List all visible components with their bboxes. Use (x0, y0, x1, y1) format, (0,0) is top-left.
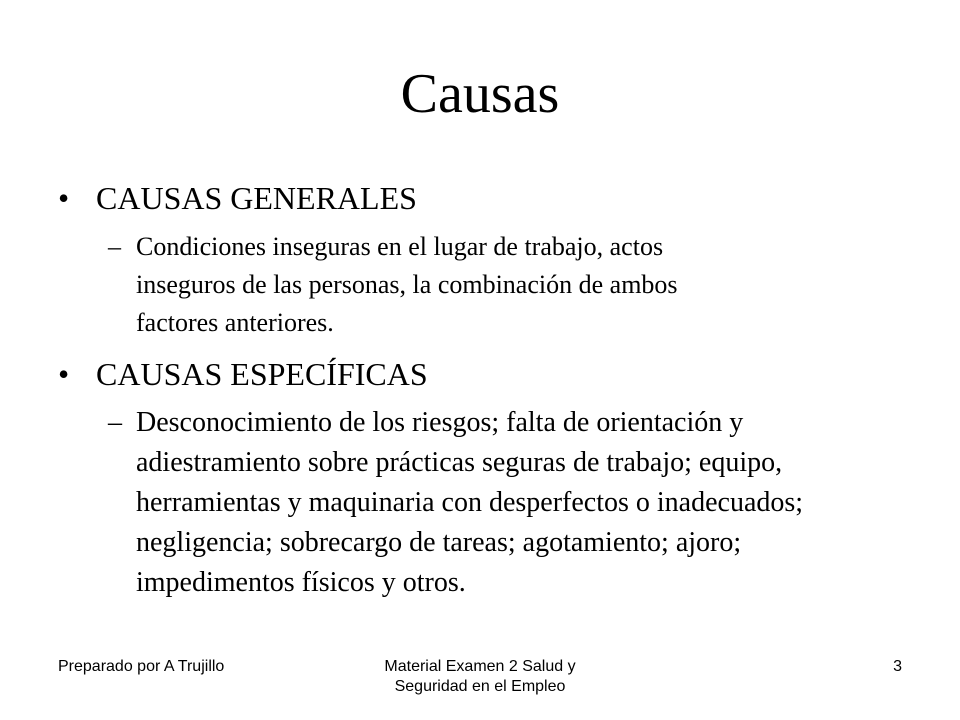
text-line: negligencia; sobrecargo de tareas; agotamiento; ajoro; (136, 527, 742, 558)
bullet-causas-especificas (58, 354, 428, 394)
sub-bullet-text (136, 403, 803, 603)
text-line: Desconocimiento de los riesgos; falta de orientación y (136, 407, 744, 438)
footer-course-title (330, 657, 630, 697)
bullet-causas-generales (58, 178, 417, 218)
text-line: Condiciones inseguras en el lugar de trabajo, actos (136, 232, 664, 261)
text-line: inseguros de las personas, la combinación de ambos (136, 270, 678, 299)
footer-course-line: Seguridad en el Empleo (394, 678, 566, 695)
text-line: adiestramiento sobre prácticas seguras de trabajo; equipo, (136, 447, 783, 478)
sub-bullet-marker: – (108, 232, 121, 261)
bullet-marker: • (58, 356, 70, 392)
slide-title: Causas (400, 63, 560, 125)
bullet-label: CAUSAS ESPECÍFICAS (96, 356, 428, 392)
text-line: factores anteriores. (136, 308, 334, 337)
bullet-label: CAUSAS GENERALES (96, 180, 417, 216)
footer-course-line: Material Examen 2 Salud y (384, 658, 576, 675)
bullet-marker: • (58, 180, 70, 216)
sub-bullet-text (136, 228, 678, 342)
text-line: impedimentos físicos y otros. (136, 567, 466, 598)
sub-bullet-marker: – (108, 407, 122, 438)
text-line: herramientas y maquinaria con desperfectos o inadecuados; (136, 487, 804, 518)
footer-author: Preparado por A Trujillo (58, 658, 225, 675)
footer-page-number: 3 (893, 658, 902, 675)
